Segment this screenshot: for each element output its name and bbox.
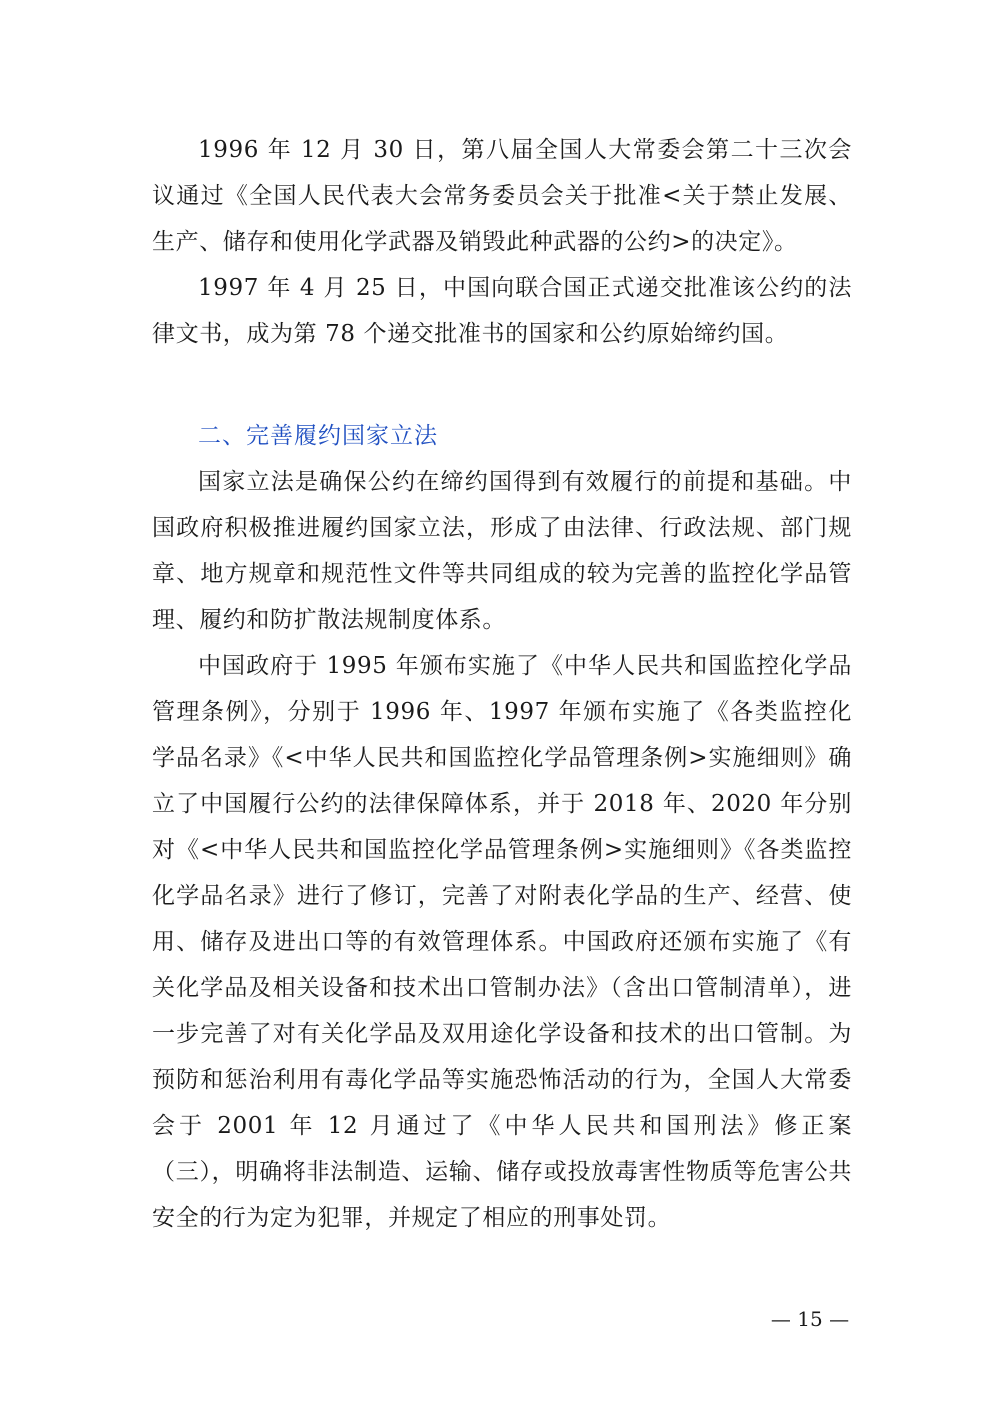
page-number: — 15 — [770,1307,850,1331]
paragraph-instrument-deposit: 1997 年 4 月 25 日，中国向联合国正式递交批准该公约的法律文书，成为第 78 个递交批准书的国家和公约原始缔约国。 [152,275,852,347]
page-content [152,127,852,1241]
paragraph-ratification-decision: 1996 年 12 月 30 日，第八届全国人大常委会第二十三次会议通过《全国人民代表大会常务委员会关于批准<关于禁止发展、生产、储存和使用化学武器及销毁此种武器的公约>的决定》。 [152,137,852,255]
paragraph-national-legislation: 国家立法是确保公约在缔约国得到有效履行的前提和基础。中国政府积极推进履约国家立法，形成了由法律、行政法规、部门规章、地方规章和规范性文件等共同组成的较为完善的监控化学品管理、履约和防扩散法规制度体系。 [152,469,852,633]
paragraph-regulations-history: 中国政府于 1995 年颁布实施了《中华人民共和国监控化学品管理条例》，分别于 1996 年、1997 年颁布实施了《各类监控化学品名录》《<中华人民共和国监控化学品管理条例>实施细则》确立了中国履行公约的法律保障体系，并于 2018 年、2020 年分别对《<中华人民共和国监控化学品管理条例>实施细则》《各类监控化学品名录》进行了修订，完善了对附表化学品的生产、经营、使用、储存及进出口等的有效管理体系。中国政府还颁布实施了《有关化学品及相关设备和技术出口管制办法》（含出口管制清单），进一步完善了对有关化学品及双用途化学设备和技术的出口管制。为预防和惩治利用有毒化学品等实施恐怖活动的行为，全国人大常委会于 2001 年 12 月通过了《中华人民共和国刑法》修正案（三），明确将非法制造、运输、储存或投放毒害性物质等危害公共安全的行为定为犯罪，并规定了相应的刑事处罚。 [152,653,852,1231]
section-heading: 二、完善履约国家立法 [198,423,438,449]
